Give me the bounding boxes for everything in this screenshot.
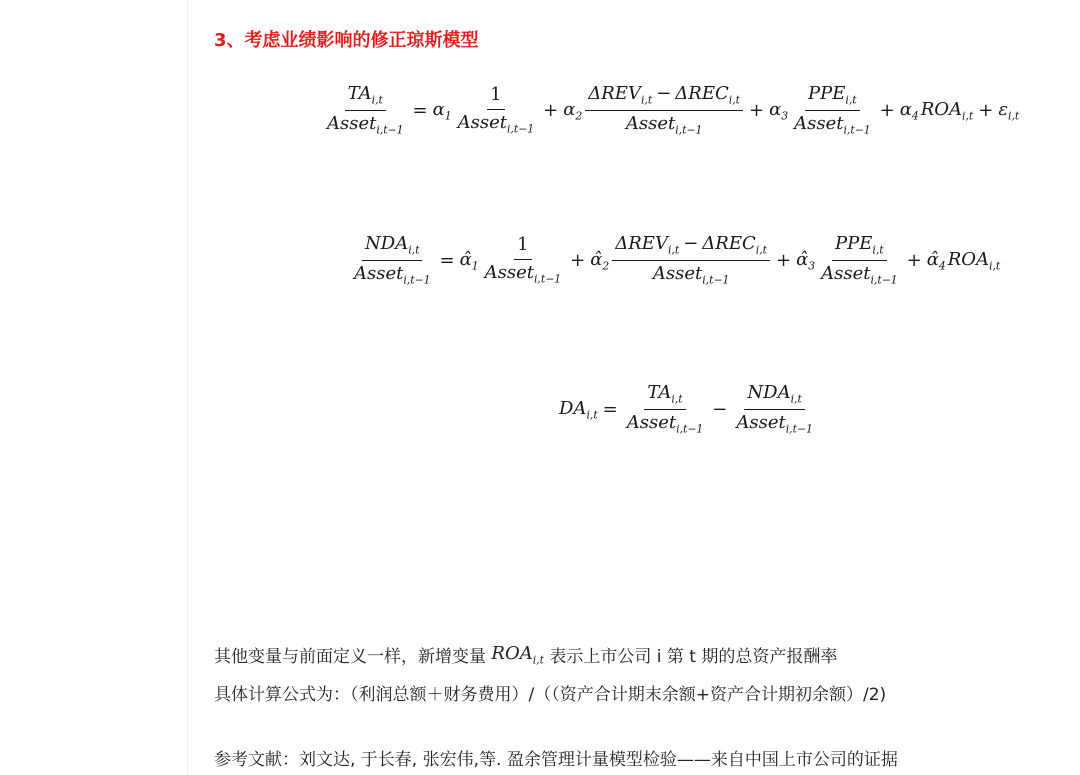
eq1-term2-num-b-sub: i,t xyxy=(728,93,740,107)
eq1-alpha4: α xyxy=(899,98,912,120)
eq1-alpha1: α xyxy=(432,98,445,120)
eq1-alpha2-sub: 2 xyxy=(575,109,583,123)
eq2-alpha4-hat: α̂ xyxy=(926,248,939,270)
eq1-alpha2: α xyxy=(563,98,576,120)
eq3-f1-den-sub: i,t−1 xyxy=(676,422,704,436)
eq2-roa: ROA xyxy=(947,248,990,270)
eq2-alpha2-sub: 2 xyxy=(602,259,610,273)
eq1-term2-num-b: ΔREC xyxy=(675,83,729,104)
eq2-term3-den-sub: i,t−1 xyxy=(870,273,898,287)
eq1-roa: ROA xyxy=(920,98,963,120)
eq3-f2-den: Asset xyxy=(736,412,786,433)
eq2-term2-num-a: ΔREV xyxy=(615,233,668,254)
eq1-lhs-num: TA xyxy=(347,83,372,104)
eq1-lhs-den-sub: i,t−1 xyxy=(376,123,404,137)
eq2-alpha2-hat: α̂ xyxy=(590,248,603,270)
eq1-term3-num-sub: i,t xyxy=(845,93,857,107)
eq1-term3-num: PPE xyxy=(808,83,846,104)
eq3-f2-num: NDA xyxy=(747,382,791,403)
eq1-term2-num-a-sub: i,t xyxy=(640,93,653,107)
equation-nondiscretionary-accruals xyxy=(349,234,1001,287)
eq3-f1-den: Asset xyxy=(626,412,677,433)
eq2-lhs-fraction xyxy=(351,234,434,287)
eq2-lhs-den: Asset xyxy=(354,263,404,284)
eq1-lhs-den: Asset xyxy=(327,113,377,134)
line1-roa: ROA xyxy=(491,643,533,664)
eq2-term2-fraction xyxy=(612,234,770,287)
eq1-plus-3: + xyxy=(879,100,895,121)
eq2-term1-num: 1 xyxy=(514,235,531,260)
line1-after: 表示上市公司 i 第 t 期的总资产报酬率 xyxy=(543,647,838,667)
equation-total-accruals xyxy=(322,84,1020,137)
line1-roa-sub: i,t xyxy=(532,653,544,667)
eq1-term1-fraction xyxy=(455,85,538,136)
eq1-term1-den-sub: i,t−1 xyxy=(506,122,535,136)
eq1-term3-den-sub: i,t−1 xyxy=(843,123,871,137)
eq2-term1-den: Asset xyxy=(484,261,534,283)
eq2-term3-den: Asset xyxy=(821,263,871,284)
eq2-lhs-den-sub: i,t−1 xyxy=(403,273,431,287)
eq2-term1-fraction xyxy=(482,235,565,286)
eq2-roa-sub: i,t xyxy=(989,259,1001,273)
eq3-minus: − xyxy=(712,399,728,420)
eq2-alpha1-hat: α̂ xyxy=(459,248,472,270)
eq1-term2-den: Asset xyxy=(625,113,676,134)
eq1-term2-num-a: ΔREV xyxy=(588,83,641,104)
eq1-term1-num: 1 xyxy=(487,85,504,110)
eq2-plus-3: + xyxy=(906,250,922,271)
eq1-plus-1: + xyxy=(543,100,559,121)
eq2-plus-2: + xyxy=(775,250,792,271)
eq2-alpha3-sub: 3 xyxy=(808,259,816,273)
eq3-f1-num: TA xyxy=(647,382,672,403)
eq1-plus-4: + xyxy=(978,100,994,121)
eq3-equals: = xyxy=(602,399,618,420)
eq1-epsilon: ε xyxy=(998,98,1009,120)
eq2-term3-num-sub: i,t xyxy=(872,243,884,257)
section-heading: 3、考虑业绩影响的修正琼斯模型 xyxy=(214,30,479,51)
eq2-lhs-num-sub: i,t xyxy=(408,243,420,257)
eq3-fraction-1 xyxy=(624,383,707,436)
line1-before: 其他变量与前面定义一样，新增变量 xyxy=(214,647,492,667)
eq1-equals: = xyxy=(412,100,428,121)
formula-calculation-text: 具体计算公式为：（利润总额＋财务费用）/（（资产合计期末余额+资产合计期初余额）/2) xyxy=(214,685,887,705)
eq2-alpha4-sub: 4 xyxy=(938,259,946,273)
eq1-lhs-num-sub: i,t xyxy=(371,93,383,107)
eq2-alpha1-sub: 1 xyxy=(471,259,479,273)
eq2-lhs-num: NDA xyxy=(365,233,409,254)
eq1-roa-sub: i,t xyxy=(962,109,974,123)
eq3-fraction-2 xyxy=(733,383,816,436)
eq2-plus-1: + xyxy=(570,250,586,271)
equation-discretionary-accruals xyxy=(558,383,818,436)
eq2-term3-fraction xyxy=(818,234,901,287)
eq1-epsilon-sub: i,t xyxy=(1008,109,1020,123)
eq1-alpha4-sub: 4 xyxy=(911,109,919,123)
eq3-f2-num-sub: i,t xyxy=(790,392,802,406)
eq1-term1-den: Asset xyxy=(457,111,507,133)
content-left-border xyxy=(187,0,188,775)
line1-roa-math xyxy=(491,643,544,667)
eq2-term2-num-a-sub: i,t xyxy=(667,243,680,257)
eq3-f1-num-sub: i,t xyxy=(671,392,683,406)
eq1-alpha3-sub: 3 xyxy=(781,109,789,123)
eq2-term1-den-sub: i,t−1 xyxy=(533,272,562,286)
eq1-term3-den: Asset xyxy=(794,113,844,134)
eq3-lhs-sub: i,t xyxy=(586,408,598,422)
eq2-term2-den: Asset xyxy=(652,263,703,284)
eq2-equals: = xyxy=(439,250,455,271)
eq1-term2-minus: − xyxy=(656,83,672,104)
eq1-term3-fraction xyxy=(791,84,874,137)
eq2-term2-num-b: ΔREC xyxy=(702,233,756,254)
eq2-term2-num-b-sub: i,t xyxy=(755,243,767,257)
eq2-alpha3-hat: α̂ xyxy=(796,248,809,270)
eq2-term3-num: PPE xyxy=(835,233,873,254)
eq3-lhs: DA xyxy=(559,397,587,419)
eq1-lhs-fraction xyxy=(324,84,407,137)
eq3-f2-den-sub: i,t−1 xyxy=(785,422,813,436)
eq2-term2-minus: − xyxy=(683,233,699,254)
eq1-alpha1-sub: 1 xyxy=(444,109,452,123)
variable-definition-text xyxy=(214,642,837,667)
eq1-alpha3: α xyxy=(769,98,782,120)
eq1-term2-fraction xyxy=(585,84,743,137)
eq2-term2-den-sub: i,t−1 xyxy=(702,273,730,287)
eq1-plus-2: + xyxy=(748,100,765,121)
reference-text: 参考文献：刘文达, 于长春, 张宏伟,等. 盈余管理计量模型检验——来自中国上市公司的证据 xyxy=(214,750,898,770)
eq1-term2-den-sub: i,t−1 xyxy=(675,123,703,137)
